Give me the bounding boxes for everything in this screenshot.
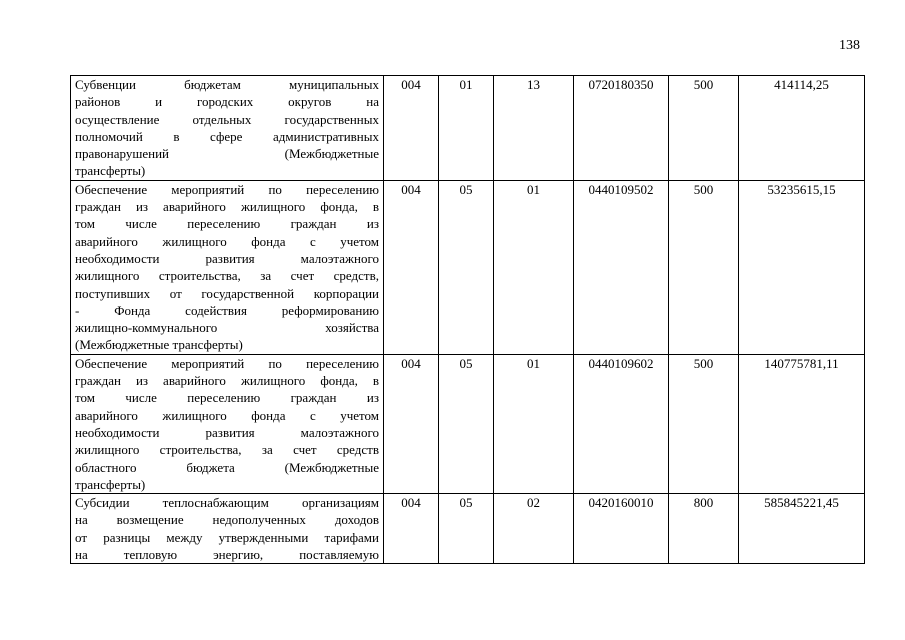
description-line: том числе переселению граждан из <box>75 216 379 232</box>
subsection-code: 01 <box>494 354 574 493</box>
table-row <box>71 494 865 564</box>
section-code: 05 <box>439 180 494 354</box>
table-row <box>71 180 865 354</box>
description-last-line: трансферты) <box>75 163 146 179</box>
description-line: - Фонда содействия реформированию <box>75 302 379 318</box>
target-article-code: 0720180350 <box>574 76 669 181</box>
description-text <box>75 181 379 337</box>
row-description <box>71 180 384 354</box>
description-line: Субвенции бюджетам муниципальных <box>75 77 379 92</box>
description-line: районов и городских округов на <box>75 94 379 110</box>
table-row <box>71 76 865 181</box>
description-line: областного бюджета (Межбюджетные <box>75 459 379 475</box>
expense-type-code: 800 <box>669 494 739 564</box>
description-line: Субсидии теплоснабжающим организациям <box>75 495 379 511</box>
ministry-code: 004 <box>384 494 439 564</box>
description-line: жилищно-коммунального хозяйства <box>75 320 379 336</box>
target-article-code: 0440109502 <box>574 180 669 354</box>
amount-value: 140775781,11 <box>739 354 865 493</box>
description-line: правонарушений (Межбюджетные <box>75 146 379 162</box>
description-line: аварийного жилищного фонда с учетом <box>75 233 379 249</box>
amount-value: 53235615,15 <box>739 180 865 354</box>
amount-value: 585845221,45 <box>739 494 865 564</box>
description-text <box>75 494 379 563</box>
description-text <box>75 76 379 162</box>
section-code: 01 <box>439 76 494 181</box>
row-description <box>71 76 384 181</box>
description-line: необходимости развития малоэтажного <box>75 424 379 440</box>
description-line: на возмещение недополученных доходов <box>75 512 379 528</box>
description-line: том числе переселению граждан из <box>75 390 379 406</box>
description-line: полномочий в сфере административных <box>75 128 379 144</box>
description-line: Обеспечение мероприятий по переселению <box>75 181 379 197</box>
description-line: граждан из аварийного жилищного фонда, в <box>75 199 379 215</box>
description-line: поступивших от государственной корпорации <box>75 285 379 301</box>
section-code: 05 <box>439 494 494 564</box>
page-number: 138 <box>839 38 860 53</box>
target-article-code: 0420160010 <box>574 494 669 564</box>
subsection-code: 02 <box>494 494 574 564</box>
table-row <box>71 354 865 493</box>
description-last-line: трансферты) <box>75 476 146 492</box>
description-line: от разницы между утвержденными тарифами <box>75 529 379 545</box>
description-line: на тепловую энергию, поставляемую <box>75 547 379 563</box>
expense-type-code: 500 <box>669 76 739 181</box>
section-code: 05 <box>439 354 494 493</box>
subsection-code: 13 <box>494 76 574 181</box>
ministry-code: 004 <box>384 180 439 354</box>
ministry-code: 004 <box>384 354 439 493</box>
description-line: жилищного строительства, за счет средств, <box>75 268 379 284</box>
description-line: Обеспечение мероприятий по переселению <box>75 355 379 371</box>
expense-type-code: 500 <box>669 354 739 493</box>
description-line: аварийного жилищного фонда с учетом <box>75 407 379 423</box>
row-description <box>71 494 384 564</box>
ministry-code: 004 <box>384 76 439 181</box>
expense-type-code: 500 <box>669 180 739 354</box>
row-description <box>71 354 384 493</box>
subsection-code: 01 <box>494 180 574 354</box>
description-line: жилищного строительства, за счет средств <box>75 442 379 458</box>
description-line: граждан из аварийного жилищного фонда, в <box>75 373 379 389</box>
description-text <box>75 355 379 476</box>
amount-value: 414114,25 <box>739 76 865 181</box>
target-article-code: 0440109602 <box>574 354 669 493</box>
description-line: необходимости развития малоэтажного <box>75 250 379 266</box>
budget-table <box>70 75 865 564</box>
description-line: осуществление отдельных государственных <box>75 111 379 127</box>
description-last-line: (Межбюджетные трансферты) <box>75 337 243 353</box>
table-body <box>71 76 865 564</box>
